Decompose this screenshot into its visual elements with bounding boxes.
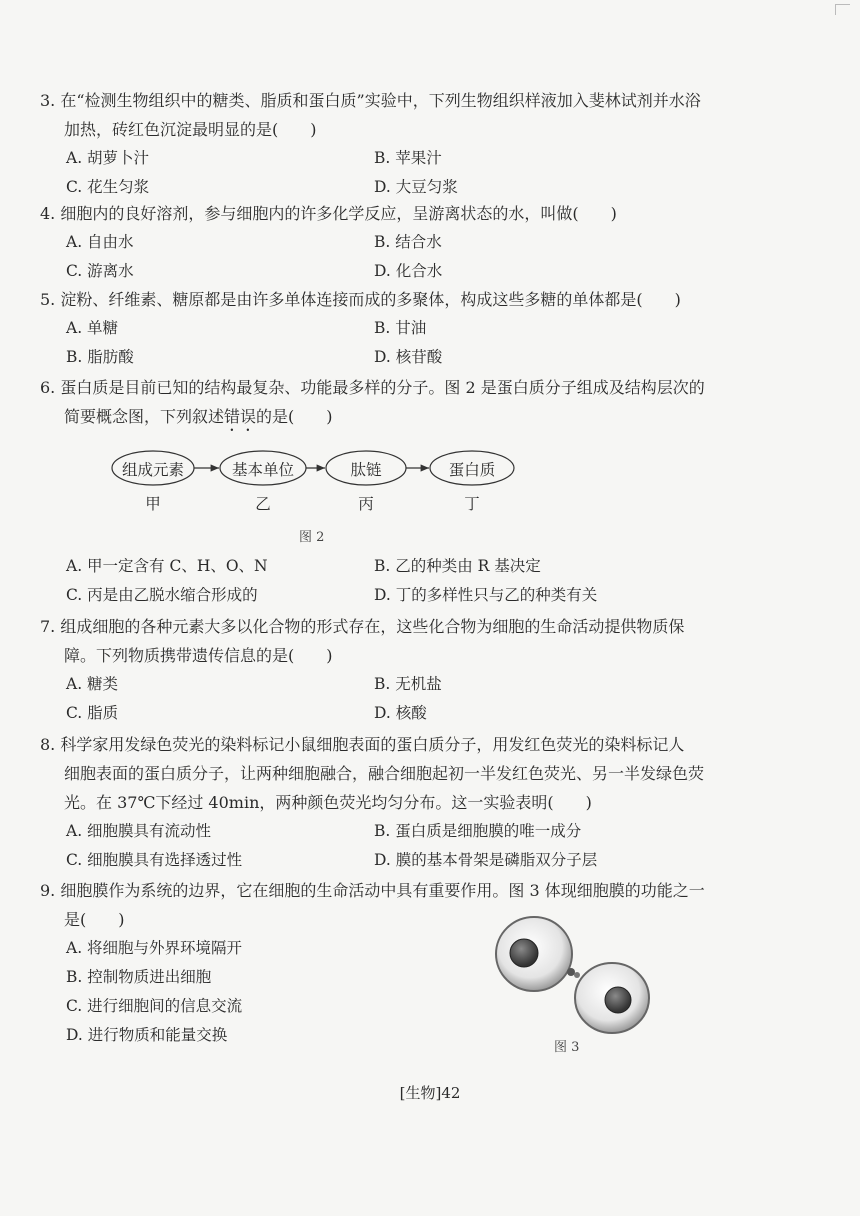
option-c: C. 游离水 — [66, 262, 134, 280]
corner-mark — [835, 4, 850, 15]
nucleus-1 — [510, 939, 538, 967]
option-a: A. 细胞膜具有流动性 — [66, 822, 212, 840]
node-sub-1: 甲 — [145, 495, 161, 513]
receptor — [574, 972, 580, 978]
option-d: D. 核酸 — [374, 704, 427, 722]
question-7 — [40, 612, 770, 728]
option-a: A. 胡萝卜汁 — [66, 149, 150, 167]
option-d: D. 膜的基本骨架是磷脂双分子层 — [374, 851, 598, 869]
question-stem: 7. 组成细胞的各种元素大多以化合物的形式存在，这些化合物为细胞的生命活动提供物质保 — [40, 617, 685, 636]
option-d: D. 进行物质和能量交换 — [66, 1026, 228, 1044]
option-a: A. 甲一定含有 C、H、O、N — [66, 557, 268, 575]
option-b: B. 结合水 — [374, 233, 442, 251]
nucleus-2 — [605, 987, 631, 1013]
question-stem: 4. 细胞内的良好溶剂，参与细胞内的许多化学反应，呈游离状态的水，叫做( ) — [40, 204, 617, 223]
question-stem-cont: 细胞表面的蛋白质分子，让两种细胞融合，融合细胞起初一半发红色荧光、另一半发绿色荧 — [64, 764, 705, 783]
question-stem-cont: 障。下列物质携带遗传信息的是( ) — [64, 646, 333, 665]
question-stem: 6. 蛋白质是目前已知的结构最复杂、功能最多样的分子。图 2 是蛋白质分子组成及结构层次的 — [40, 378, 705, 397]
node-sub-4: 丁 — [464, 495, 480, 513]
node-label-4: 蛋白质 — [448, 461, 496, 479]
question-stem-cont: 加热，砖红色沉淀最明显的是( ) — [64, 120, 317, 139]
option-b: B. 甘油 — [374, 319, 427, 337]
option-c: C. 细胞膜具有选择透过性 — [66, 851, 243, 869]
question-4 — [40, 199, 770, 286]
question-8 — [40, 730, 770, 875]
option-a: A. 糖类 — [66, 675, 119, 693]
option-a: A. 将细胞与外界环境隔开 — [66, 939, 243, 957]
subject-label: [生物] — [399, 1084, 442, 1102]
option-c: C. 丙是由乙脱水缩合形成的 — [66, 586, 258, 604]
option-c: C. 脂质 — [66, 704, 119, 722]
option-b: B. 蛋白质是细胞膜的唯一成分 — [374, 822, 582, 840]
question-stem: 3. 在“检测生物组织中的糖类、脂质和蛋白质”实验中，下列生物组织样液加入斐林试剂并水浴 — [40, 91, 701, 110]
option-a: A. 单糖 — [66, 319, 119, 337]
question-5 — [40, 285, 770, 372]
signal-molecule — [567, 968, 575, 976]
question-stem: 5. 淀粉、纤维素、糖原都是由许多单体连接而成的多聚体，构成这些多糖的单体都是( ) — [40, 290, 681, 309]
question-6-options — [40, 552, 770, 610]
question-stem-cont: 光。在 37℃下经过 40min，两种颜色荧光均匀分布。这一实验表明( ) — [64, 793, 592, 812]
question-stem: 8. 科学家用发绿色荧光的染料标记小鼠细胞表面的蛋白质分子，用发红色荧光的染料标记人 — [40, 735, 685, 754]
question-9 — [40, 876, 770, 1050]
question-3 — [40, 86, 770, 202]
question-stem-cont: 简要概念图，下列叙述错误的是( ) — [64, 407, 333, 426]
option-c: C. 进行细胞间的信息交流 — [66, 997, 243, 1015]
figure-3-cells — [492, 912, 652, 1057]
node-label-1: 组成元素 — [121, 461, 184, 479]
cell-contact-illustration — [492, 912, 652, 1037]
page-number: 42 — [441, 1084, 461, 1102]
option-c: C. 花生匀浆 — [66, 178, 150, 196]
option-b: B. 无机盐 — [374, 675, 442, 693]
question-stem: 9. 细胞膜作为系统的边界，它在细胞的生命活动中具有重要作用。图 3 体现细胞膜的功能之一 — [40, 881, 705, 900]
option-b: B. 乙的种类由 R 基决定 — [374, 557, 541, 575]
option-d: D. 核苷酸 — [374, 348, 443, 366]
question-6 — [40, 373, 770, 435]
option-d: D. 大豆匀浆 — [374, 178, 458, 196]
node-label-3: 肽链 — [350, 461, 382, 479]
option-a: A. 自由水 — [66, 233, 134, 251]
option-b: B. 苹果汁 — [374, 149, 442, 167]
question-stem-cont: 是( ) — [64, 910, 125, 929]
figure-2-caption: 图 2 — [299, 530, 325, 545]
node-label-2: 基本单位 — [231, 461, 294, 479]
option-c: B. 脂肪酸 — [66, 348, 134, 366]
option-d: D. 丁的多样性只与乙的种类有关 — [374, 586, 598, 604]
node-sub-3: 丙 — [358, 495, 374, 513]
emphasis-text: 错误 — [224, 407, 257, 426]
option-d: D. 化合水 — [374, 262, 443, 280]
page-footer — [0, 1082, 860, 1103]
node-sub-2: 乙 — [255, 495, 271, 513]
figure-3-caption: 图 3 — [554, 1040, 580, 1055]
option-b: B. 控制物质进出细胞 — [66, 968, 212, 986]
